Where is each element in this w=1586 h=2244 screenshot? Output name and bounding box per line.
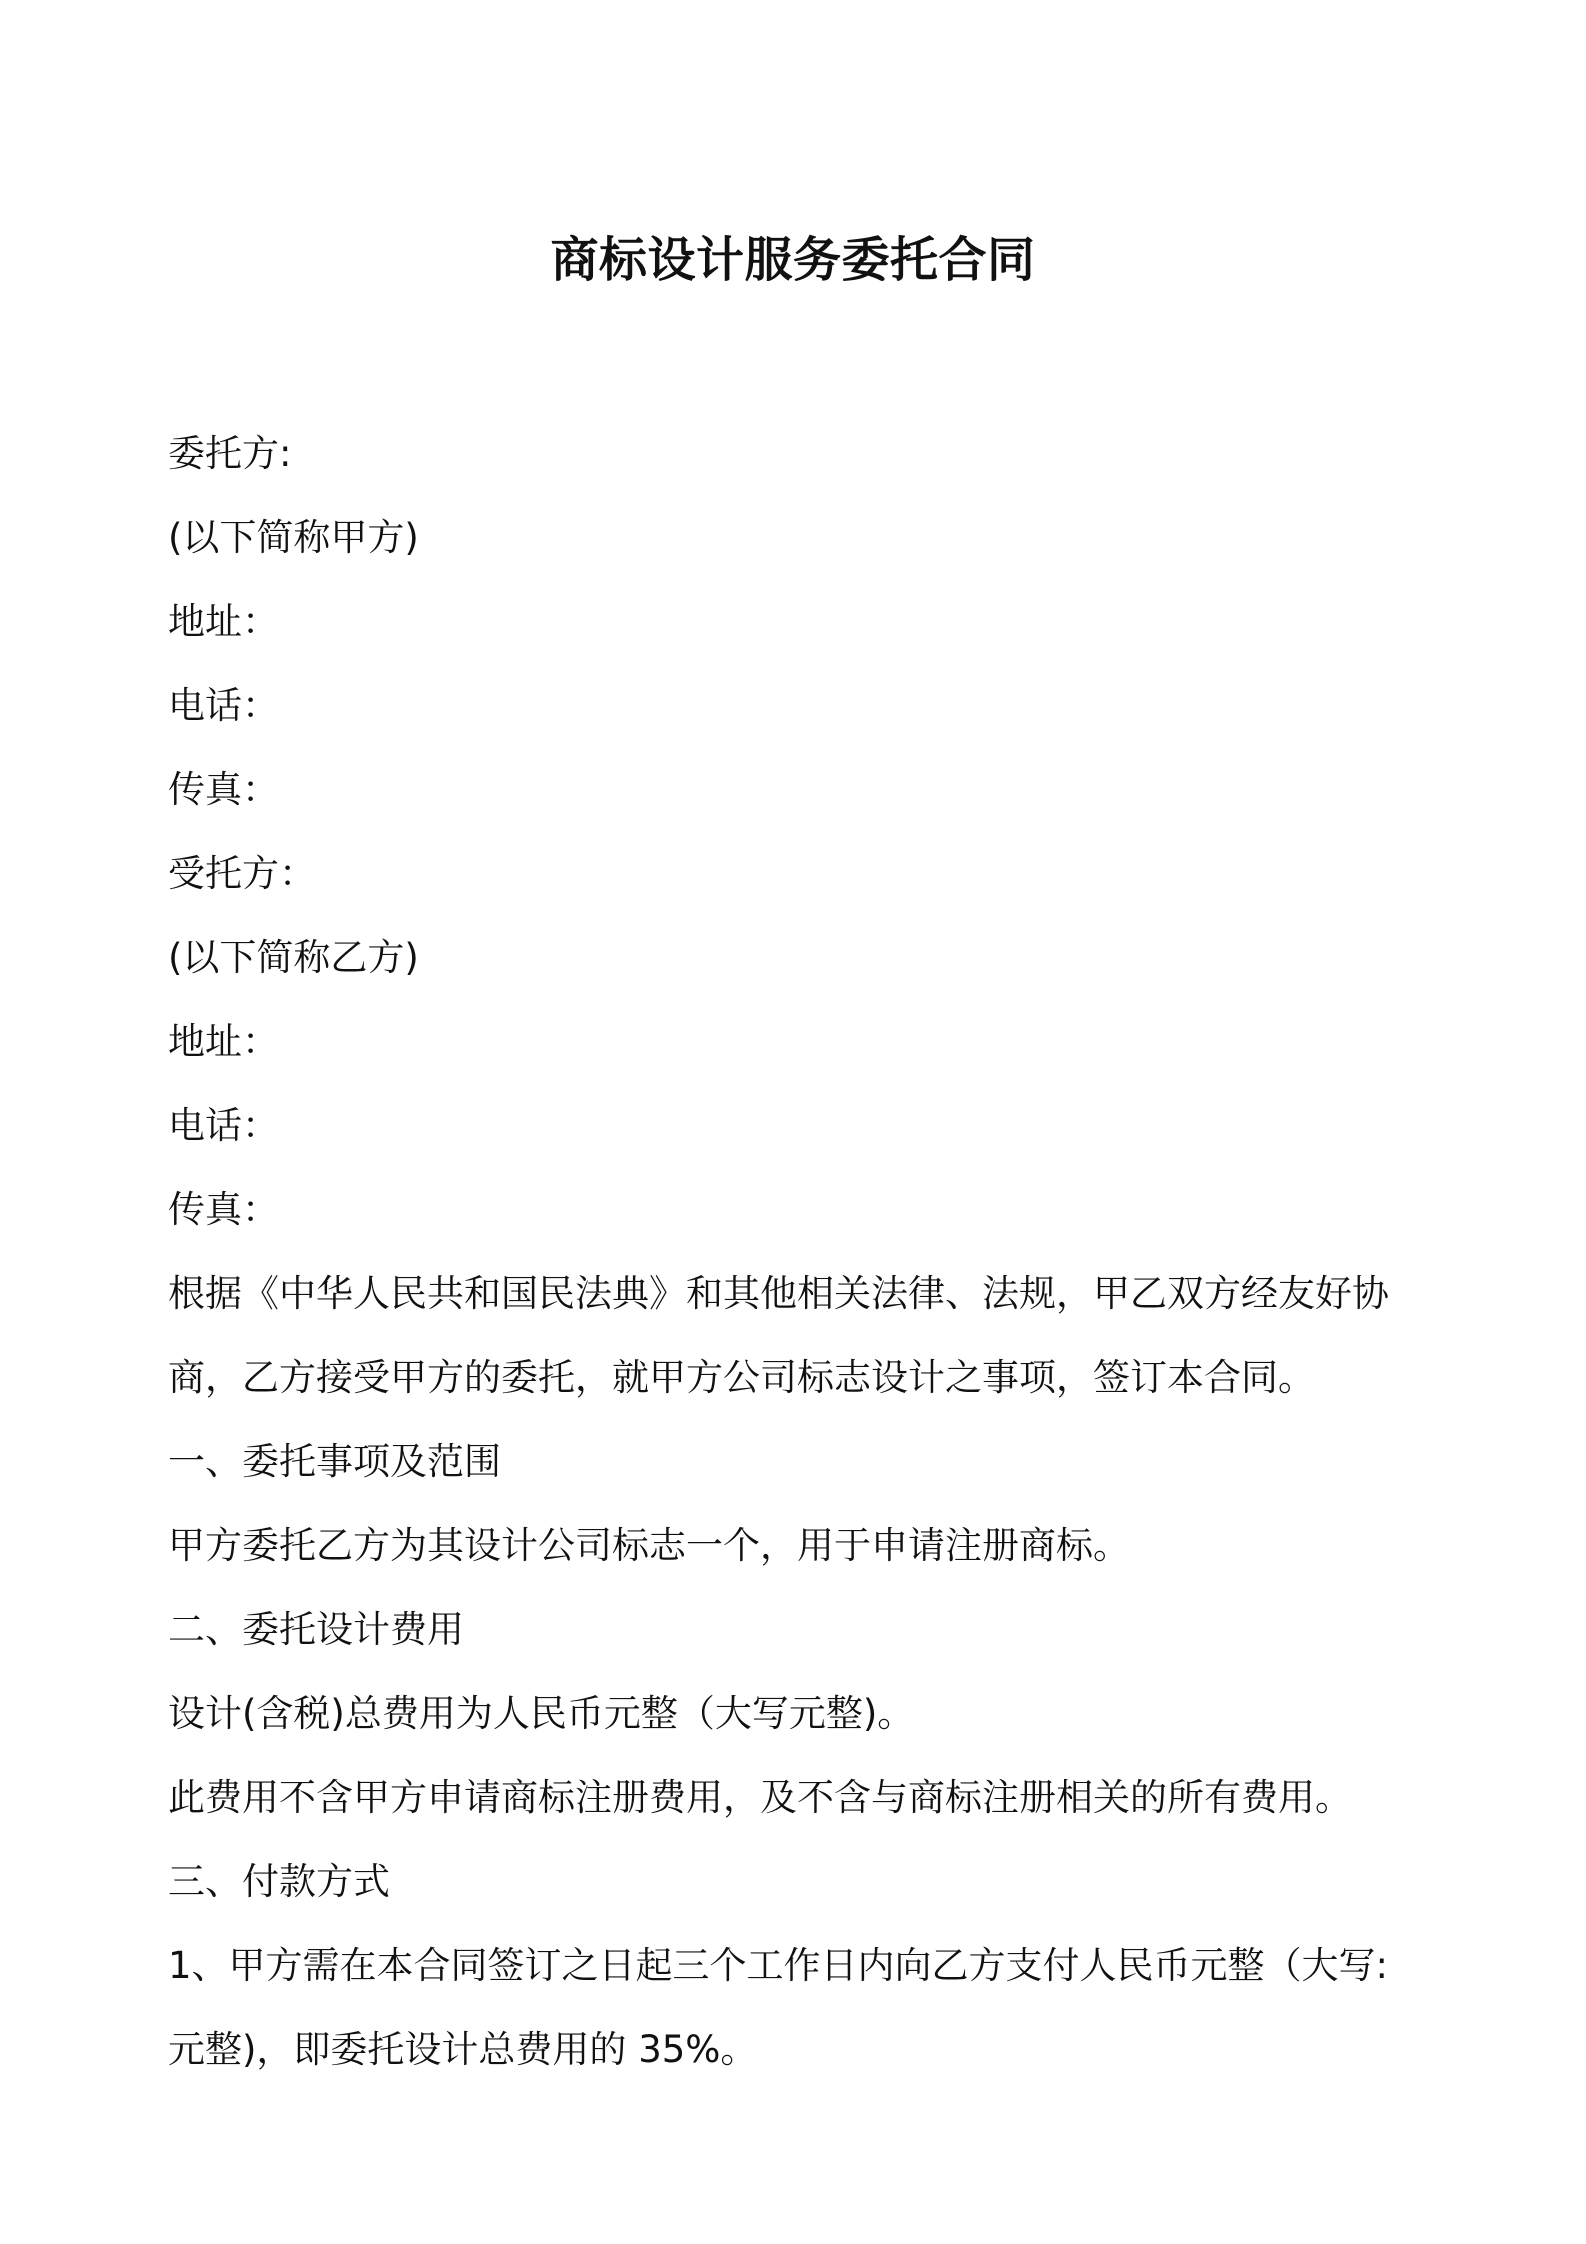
section-2-fee-line: 设计(含税)总费用为人民币元整（大写元整)。 xyxy=(168,1692,915,1735)
section-2-exclusion-line: 此费用不含甲方申请商标注册费用，及不含与商标注册相关的所有费用。 xyxy=(168,1776,1352,1819)
client-fax-label: 传真： xyxy=(168,768,279,811)
section-2-heading: 二、委托设计费用 xyxy=(168,1608,464,1651)
preamble-line-2: 商，乙方接受甲方的委托，就甲方公司标志设计之事项，签订本合同。 xyxy=(168,1356,1315,1399)
document-title: 商标设计服务委托合同 xyxy=(550,232,1036,288)
contractor-phone-label: 电话： xyxy=(168,1104,279,1147)
client-address-label: 地址： xyxy=(168,600,279,643)
section-3-item-1-line-1: 1、甲方需在本合同签订之日起三个工作日内向乙方支付人民币元整（大写: xyxy=(168,1944,1389,1987)
client-label: 委托方: xyxy=(168,432,292,475)
section-3-heading: 三、付款方式 xyxy=(168,1860,390,1903)
section-3-item-1-line-2: 元整)，即委托设计总费用的 35%。 xyxy=(168,2028,758,2071)
contractor-label: 受托方： xyxy=(168,852,316,895)
client-abbrev-note: (以下简称甲方) xyxy=(168,516,419,559)
contractor-fax-label: 传真： xyxy=(168,1188,279,1231)
contractor-address-label: 地址： xyxy=(168,1020,279,1063)
preamble-line-1: 根据《中华人民共和国民法典》和其他相关法律、法规，甲乙双方经友好协 xyxy=(168,1272,1389,1315)
contractor-abbrev-note: (以下简称乙方) xyxy=(168,936,419,979)
client-phone-label: 电话： xyxy=(168,684,279,727)
section-1-heading: 一、委托事项及范围 xyxy=(168,1440,501,1483)
section-1-body: 甲方委托乙方为其设计公司标志一个，用于申请注册商标。 xyxy=(168,1524,1130,1567)
